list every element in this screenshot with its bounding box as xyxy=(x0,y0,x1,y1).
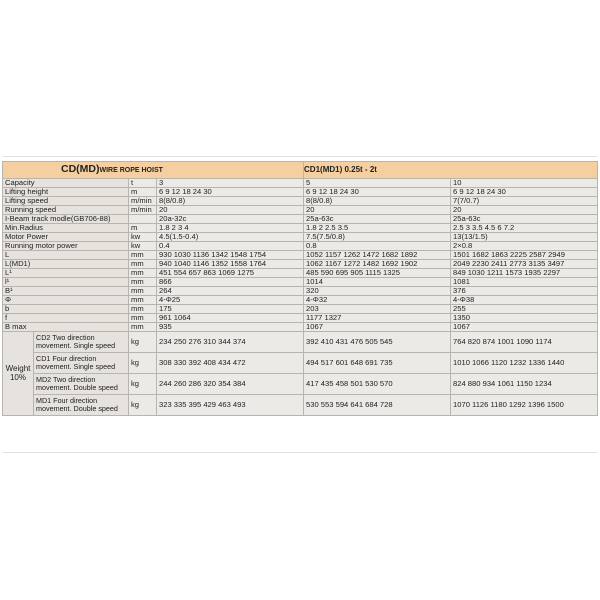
row-unit: mm xyxy=(129,278,157,287)
row-value-3t: 0.4 xyxy=(157,242,304,251)
table-row xyxy=(3,287,598,296)
row-unit: t xyxy=(129,179,157,188)
weight-row-unit: kg xyxy=(129,395,157,416)
title-row xyxy=(3,162,598,179)
row-label: Running speed xyxy=(3,206,129,215)
weight-value-5t: 392 410 431 476 505 545 xyxy=(304,332,451,353)
row-unit: mm xyxy=(129,269,157,278)
table-row xyxy=(3,296,598,305)
table-title xyxy=(3,162,304,179)
row-value-10t: 10 xyxy=(451,179,598,188)
weight-group-label: Weight 10% xyxy=(3,332,34,416)
row-value-10t: 1081 xyxy=(451,278,598,287)
weight-value-3t: 244 260 286 320 354 384 xyxy=(157,374,304,395)
table-row xyxy=(3,206,598,215)
title-right xyxy=(304,162,598,179)
table-row xyxy=(3,233,598,242)
row-label: L¹ xyxy=(3,269,129,278)
row-value-10t: 2049 2230 2411 2773 3135 3497 xyxy=(451,260,598,269)
weight-row xyxy=(3,374,598,395)
weight-row-unit: kg xyxy=(129,374,157,395)
weight-row-unit: kg xyxy=(129,353,157,374)
row-label: L xyxy=(3,251,129,260)
row-unit: m xyxy=(129,188,157,197)
row-value-3t: 4.5(1.5-0.4) xyxy=(157,233,304,242)
row-value-10t: 25a-63c xyxy=(451,215,598,224)
row-value-5t: 320 xyxy=(304,287,451,296)
table-row xyxy=(3,242,598,251)
row-label: Min.Radius xyxy=(3,224,129,233)
table-row xyxy=(3,323,598,332)
row-value-3t: 866 xyxy=(157,278,304,287)
row-label: l¹ xyxy=(3,278,129,287)
weight-value-5t: 494 517 601 648 691 735 xyxy=(304,353,451,374)
row-value-5t: 485 590 695 905 1115 1325 xyxy=(304,269,451,278)
row-unit: mm xyxy=(129,305,157,314)
table-row xyxy=(3,197,598,206)
table-row xyxy=(3,269,598,278)
row-value-3t: 8(8/0.8) xyxy=(157,197,304,206)
row-value-10t: 255 xyxy=(451,305,598,314)
row-unit: m/min xyxy=(129,206,157,215)
row-unit: mm xyxy=(129,296,157,305)
weight-value-10t: 824 880 934 1061 1150 1234 xyxy=(451,374,598,395)
row-unit: kw xyxy=(129,242,157,251)
table-row xyxy=(3,314,598,323)
row-label: Capacity xyxy=(3,179,129,188)
row-value-3t: 961 1064 xyxy=(157,314,304,323)
row-value-10t: 1350 xyxy=(451,314,598,323)
table-row xyxy=(3,305,598,314)
row-label: B max xyxy=(3,323,129,332)
row-value-5t: 1052 1157 1262 1472 1682 1892 xyxy=(304,251,451,260)
table-row xyxy=(3,188,598,197)
title-right-text: CD1(MD1) 0.25t - 2t xyxy=(304,164,377,174)
table-row xyxy=(3,251,598,260)
row-value-5t: 4-Φ32 xyxy=(304,296,451,305)
table-row xyxy=(3,278,598,287)
row-value-5t: 5 xyxy=(304,179,451,188)
row-value-3t: 4-Φ25 xyxy=(157,296,304,305)
row-value-5t: 0.8 xyxy=(304,242,451,251)
row-label: b xyxy=(3,305,129,314)
row-unit: mm xyxy=(129,287,157,296)
row-value-10t: 13(13/1.5) xyxy=(451,233,598,242)
row-value-3t: 20 xyxy=(157,206,304,215)
weight-value-3t: 323 335 395 429 463 493 xyxy=(157,395,304,416)
row-unit: mm xyxy=(129,314,157,323)
row-value-3t: 1.8 2 3 4 xyxy=(157,224,304,233)
table-row xyxy=(3,179,598,188)
row-unit: m xyxy=(129,224,157,233)
row-value-5t: 6 9 12 18 24 30 xyxy=(304,188,451,197)
weight-value-3t: 234 250 276 310 344 374 xyxy=(157,332,304,353)
row-unit: mm xyxy=(129,251,157,260)
row-value-10t: 20 xyxy=(451,206,598,215)
table-row xyxy=(3,215,598,224)
weight-row-label: CD1 Four direction movement. Single speed xyxy=(34,353,129,374)
row-value-10t: 849 1030 1211 1573 1935 2297 xyxy=(451,269,598,278)
row-value-10t: 6 9 12 18 24 30 xyxy=(451,188,598,197)
row-value-3t: 940 1040 1146 1352 1558 1764 xyxy=(157,260,304,269)
row-label: Running motor power xyxy=(3,242,129,251)
row-label: Φ xyxy=(3,296,129,305)
row-value-5t: 203 xyxy=(304,305,451,314)
row-value-3t: 3 xyxy=(157,179,304,188)
row-value-5t: 7.5(7.5/0.8) xyxy=(304,233,451,242)
weight-row-label: MD1 Four direction movement. Double speed xyxy=(34,395,129,416)
title-sub: WIRE ROPE HOIST xyxy=(99,167,163,175)
row-label: Lifting speed xyxy=(3,197,129,206)
row-value-5t: 25a-63c xyxy=(304,215,451,224)
row-value-5t: 20 xyxy=(304,206,451,215)
row-value-10t: 2.5 3 3.5 4.5 6 7.2 xyxy=(451,224,598,233)
weight-value-10t: 1010 1066 1120 1232 1336 1440 xyxy=(451,353,598,374)
table-row xyxy=(3,224,598,233)
row-value-5t: 1177 1327 xyxy=(304,314,451,323)
row-value-3t: 451 554 657 863 1069 1275 xyxy=(157,269,304,278)
row-unit: mm xyxy=(129,260,157,269)
row-value-5t: 8(8/0.8) xyxy=(304,197,451,206)
row-label: L(MD1) xyxy=(3,260,129,269)
weight-value-5t: 417 435 458 501 530 570 xyxy=(304,374,451,395)
row-value-10t: 7(7/0.7) xyxy=(451,197,598,206)
spec-sheet xyxy=(2,161,597,416)
row-value-3t: 6 9 12 18 24 30 xyxy=(157,188,304,197)
row-value-10t: 1067 xyxy=(451,323,598,332)
row-value-5t: 1014 xyxy=(304,278,451,287)
weight-row xyxy=(3,353,598,374)
row-unit: mm xyxy=(129,323,157,332)
row-value-5t: 1.8 2 2.5 3.5 xyxy=(304,224,451,233)
row-value-10t: 376 xyxy=(451,287,598,296)
row-value-3t: 930 1030 1136 1342 1548 1754 xyxy=(157,251,304,260)
row-value-10t: 4-Φ38 xyxy=(451,296,598,305)
table-row xyxy=(3,260,598,269)
weight-row-label: CD2 Two direction movement. Single speed xyxy=(34,332,129,353)
spec-table xyxy=(2,161,598,416)
row-value-10t: 1501 1682 1863 2225 2587 2949 xyxy=(451,251,598,260)
weight-row-unit: kg xyxy=(129,332,157,353)
row-value-3t: 264 xyxy=(157,287,304,296)
row-unit xyxy=(129,215,157,224)
weight-row xyxy=(3,332,598,353)
row-value-5t: 1062 1167 1272 1482 1692 1902 xyxy=(304,260,451,269)
row-label: f xyxy=(3,314,129,323)
row-label: Lifting height xyxy=(3,188,129,197)
row-value-10t: 2×0.8 xyxy=(451,242,598,251)
row-unit: m/min xyxy=(129,197,157,206)
row-value-5t: 1067 xyxy=(304,323,451,332)
row-unit: kw xyxy=(129,233,157,242)
weight-value-10t: 1070 1126 1180 1292 1396 1500 xyxy=(451,395,598,416)
weight-row xyxy=(3,395,598,416)
weight-value-5t: 530 553 594 641 684 728 xyxy=(304,395,451,416)
row-label: I-Beam track modle(GB706-88) xyxy=(3,215,129,224)
row-value-3t: 20a-32c xyxy=(157,215,304,224)
weight-value-10t: 764 820 874 1001 1090 1174 xyxy=(451,332,598,353)
title-main: CD(MD) xyxy=(61,163,100,176)
weight-value-3t: 308 330 392 408 434 472 xyxy=(157,353,304,374)
row-label: B¹ xyxy=(3,287,129,296)
weight-row-label: MD2 Two direction movement. Double speed xyxy=(34,374,129,395)
row-value-3t: 175 xyxy=(157,305,304,314)
row-value-3t: 935 xyxy=(157,323,304,332)
row-label: Motor Power xyxy=(3,233,129,242)
